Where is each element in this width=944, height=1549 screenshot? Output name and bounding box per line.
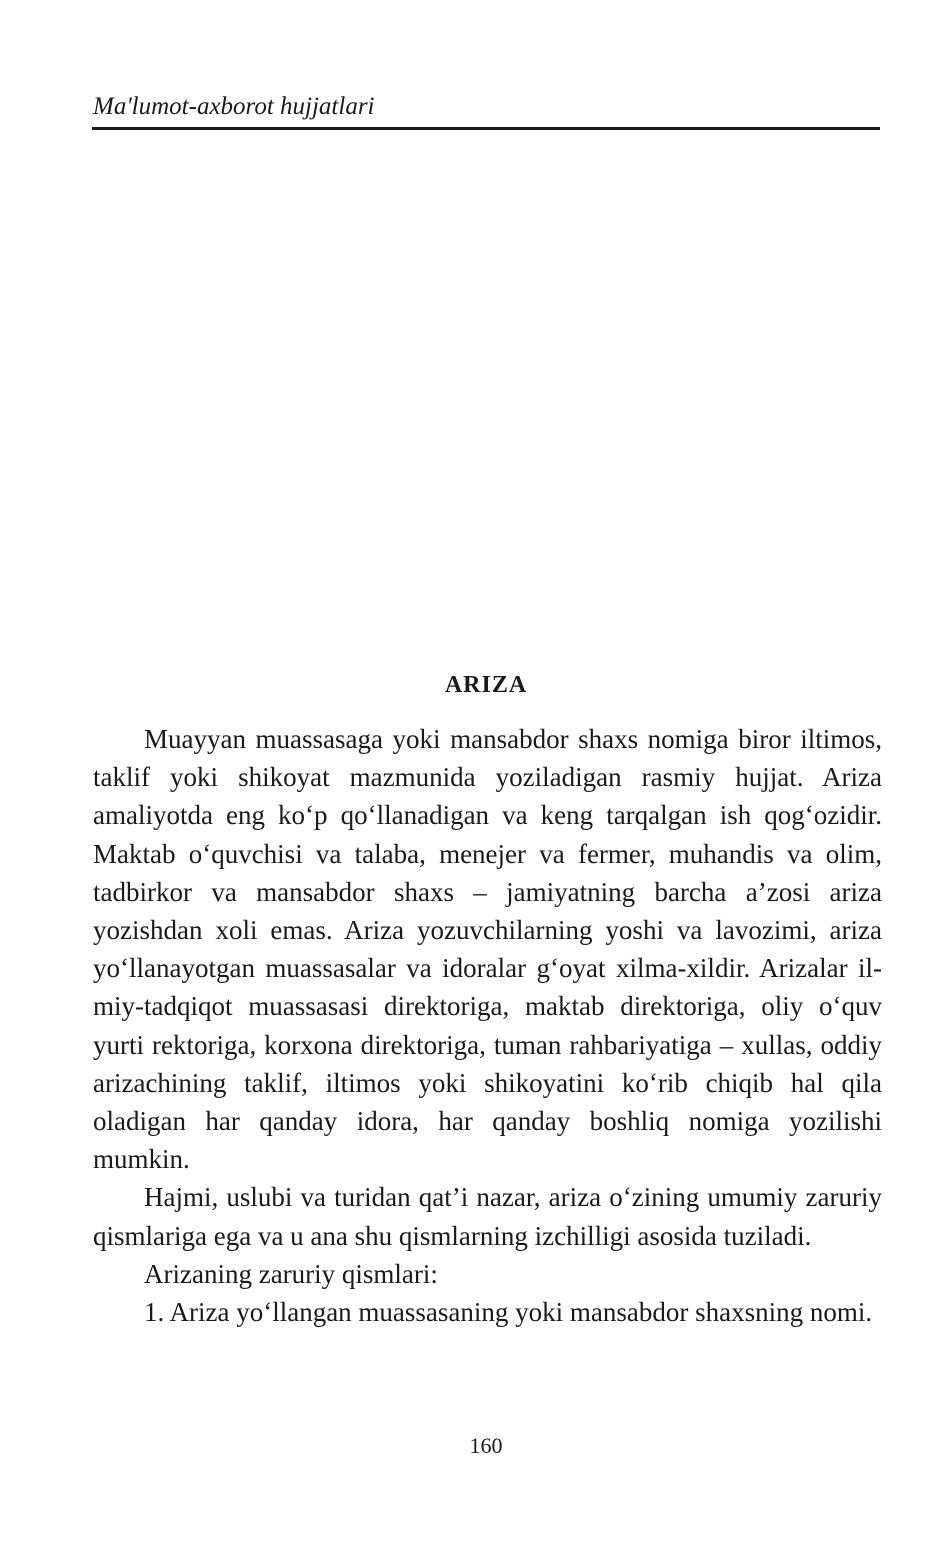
section-title: ARIZA: [444, 672, 528, 698]
body-text: [93, 720, 882, 1331]
paragraph: Muayyan muassasaga yoki mansabdor shaxs nomiga biror iltimos, taklif yoki shikoyat mazmunida yoziladigan rasmiy hujjat. Ariza amaliyotda eng ko‘p qo‘llanadigan va keng tarqalgan ish qog‘ozidir. Maktab o‘quvchisi va talaba, menejer va fermer, muhandis va olim, tadbirkor va mansabdor shaxs – jamiyatning barcha a’zosi ariza yozishdan xoli emas. Ariza yozuvchilarning yoshi va lavozimi, ariza yo‘llanayotgan muassasalar va idoralar g‘oyat xilma-xildir. Arizalar ilmiy-tadqiqot muassasasi direktoriga, maktab direktoriga, oliy o‘quv yurti rektoriga, korxona direktoriga, tuman rahbariyatiga – xullas, oddiy arizachining taklif, iltimos yoki shikoyatini ko‘rib chiqib hal qila oladigan har qanday idora, har qanday boshliq nomiga yozilishi mumkin.: [93, 724, 882, 1175]
paragraph: 1. Ariza yo‘llangan muassasaning yoki mansabdor shaxsning nomi.: [144, 1297, 873, 1328]
paragraph: Hajmi, uslubi va turidan qat’i nazar, ariza o‘zining umumiy zaruriy qismlariga ega va u ana shu qismlarning izchilligi asosida tuziladi.: [93, 1182, 882, 1251]
header-rule: [92, 127, 880, 130]
paragraph: Arizaning zaruriy qismlari:: [144, 1258, 438, 1289]
page-number: 160: [469, 1433, 503, 1458]
running-header: Ma'lumot-axborot hujjatlari: [93, 93, 375, 120]
